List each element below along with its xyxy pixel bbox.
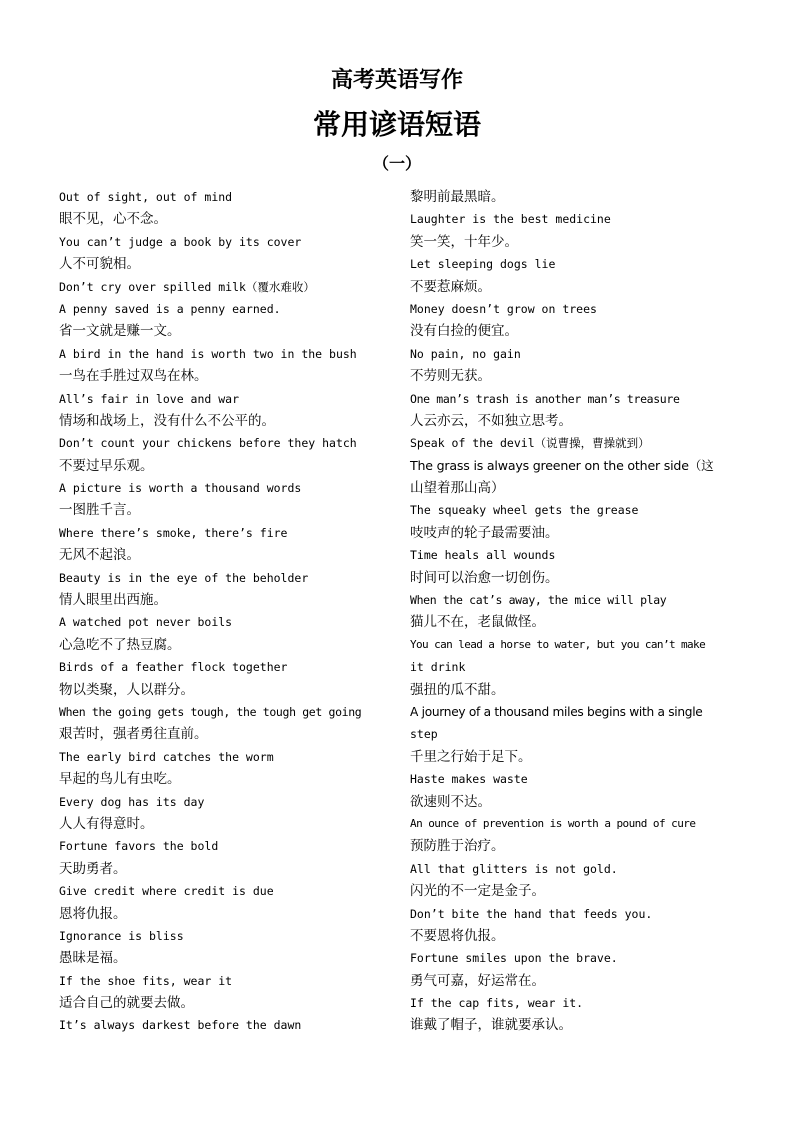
proverb-en: All that glitters is not gold.	[410, 861, 618, 876]
proverb-en: One man’s trash is another man’s treasure	[410, 391, 680, 406]
proverb-en: Beauty is in the eye of the beholder	[59, 570, 309, 585]
proverb-cn: 早起的鸟儿有虫吃。	[59, 771, 181, 788]
proverb-en: No pain, no gain	[410, 346, 521, 361]
proverb-en: Money doesn’t grow on trees	[410, 301, 597, 316]
proverb-en: Every dog has its day	[59, 794, 205, 809]
proverb-en: When the going gets tough, the tough get going	[59, 704, 362, 719]
proverb-en: A penny saved is a penny earned.	[59, 301, 281, 316]
proverb-cn: 一鸟在手胜过双鸟在林。	[59, 368, 208, 385]
proverb-cn: 欲速则不达。	[410, 793, 491, 810]
proverb-en: The squeaky wheel gets the grease	[410, 503, 639, 518]
proverb-en: A journey of a thousand miles begins with a single	[410, 704, 703, 719]
proverb-en: Where there’s smoke, there’s fire	[59, 525, 288, 540]
proverb-cn: 山望着那山高）	[410, 480, 505, 497]
proverb-cn: 不劳则无获。	[410, 368, 491, 385]
section-number: （一）	[372, 154, 421, 173]
proverb-cn: 物以类聚，人以群分。	[59, 681, 194, 698]
proverb-cn: 愚昧是福。	[59, 950, 127, 967]
proverb-en: Laughter is the best medicine	[410, 212, 611, 227]
proverb-en: You can’t judge a book by its cover	[59, 234, 302, 249]
proverb-cn: 艰苦时，强者勇往直前。	[59, 726, 208, 743]
proverb-cn: 没有白捡的便宜。	[410, 323, 518, 340]
proverb-cn: 不要恩将仇报。	[410, 927, 505, 944]
document-title: 高考英语写作	[330, 68, 463, 93]
proverb-en: A bird in the hand is worth two in the bush	[59, 346, 357, 361]
right-column	[410, 186, 740, 1037]
proverb-cn: 一图胜千言。	[59, 502, 140, 519]
proverb-cn: 心急吃不了热豆腐。	[59, 636, 181, 653]
proverb-en: Fortune smiles upon the brave.	[410, 951, 618, 966]
proverb-en: When the cat’s away, the mice will play	[410, 593, 667, 608]
proverb-cn: 时间可以治愈一切创伤。	[410, 569, 559, 586]
proverb-cn: 眼不见，心不念。	[59, 211, 167, 228]
proverb-cn: 情场和战场上，没有什么不公平的。	[59, 412, 275, 429]
proverb-en: Time heals all wounds	[410, 548, 556, 563]
proverb-cn: 吱吱声的轮子最需要油。	[410, 524, 559, 541]
proverb-en: it drink	[410, 660, 466, 675]
proverb-en: Haste makes waste	[410, 772, 528, 787]
proverb-cn: 人云亦云，不如独立思考。	[410, 412, 572, 429]
proverb-en: Out of sight, out of mind	[59, 190, 233, 204]
proverb-cn: 人不可貌相。	[59, 256, 140, 273]
proverb-en: Speak of the devil（说曹操，曹操就到）	[410, 436, 650, 451]
proverb-en: A picture is worth a thousand words	[59, 481, 302, 496]
proverb-cn: 千里之行始于足下。	[410, 748, 532, 765]
document-subtitle: 常用谚语短语	[312, 108, 481, 141]
proverb-en: Don’t bite the hand that feeds you.	[410, 906, 653, 921]
proverb-en: All’s fair in love and war	[59, 391, 240, 406]
proverb-en: Don’t cry over spilled milk（覆水难收）	[59, 279, 315, 294]
proverb-en: Birds of a feather flock together	[59, 660, 288, 675]
proverb-cn: 黎明前最黑暗。	[410, 189, 505, 205]
proverb-en: Don’t count your chickens before they hatch	[59, 436, 357, 451]
proverb-cn: 情人眼里出西施。	[59, 592, 167, 609]
proverb-en: It’s always darkest before the dawn	[59, 1018, 302, 1033]
proverb-cn: 恩将仇报。	[59, 905, 127, 922]
proverb-cn: 人人有得意时。	[59, 815, 154, 832]
proverb-cn: 强扭的瓜不甜。	[410, 681, 505, 698]
proverb-en: Give credit where credit is due	[59, 884, 274, 899]
proverb-en: Let sleeping dogs lie	[410, 257, 556, 272]
proverb-en: The grass is always greener on the other side（这	[410, 457, 714, 473]
proverb-cn: 适合自己的就要去做。	[59, 995, 194, 1012]
proverb-cn: 无风不起浪。	[59, 547, 140, 564]
proverb-cn: 天助勇者。	[59, 860, 127, 877]
left-column	[59, 186, 399, 1037]
proverb-en: If the cap fits, wear it.	[410, 996, 584, 1011]
proverb-cn: 不要过早乐观。	[59, 457, 154, 474]
proverb-cn: 闪光的不一定是金子。	[410, 883, 545, 900]
proverb-cn: 猫儿不在，老鼠做怪。	[410, 614, 545, 631]
proverb-en: The early bird catches the worm	[59, 749, 274, 764]
proverb-cn: 不要惹麻烦。	[410, 278, 491, 295]
proverb-en: An ounce of prevention is worth a pound of cure	[410, 816, 696, 830]
proverb-en: step	[410, 727, 438, 742]
proverb-cn: 笑一笑，十年少。	[410, 233, 518, 250]
proverb-en: Fortune favors the bold	[59, 839, 219, 854]
proverb-cn: 省一文就是赚一文。	[59, 323, 181, 340]
proverb-en: A watched pot never boils	[59, 615, 233, 630]
proverb-en: You can lead a horse to water, but you can’t make	[410, 637, 706, 651]
proverb-en: Ignorance is bliss	[59, 928, 184, 943]
proverb-cn: 预防胜于治疗。	[410, 838, 505, 855]
proverb-en: If the shoe fits, wear it	[59, 973, 233, 988]
proverb-cn: 谁戴了帽子，谁就要承认。	[410, 1017, 572, 1034]
proverb-cn: 勇气可嘉，好运常在。	[410, 972, 545, 989]
